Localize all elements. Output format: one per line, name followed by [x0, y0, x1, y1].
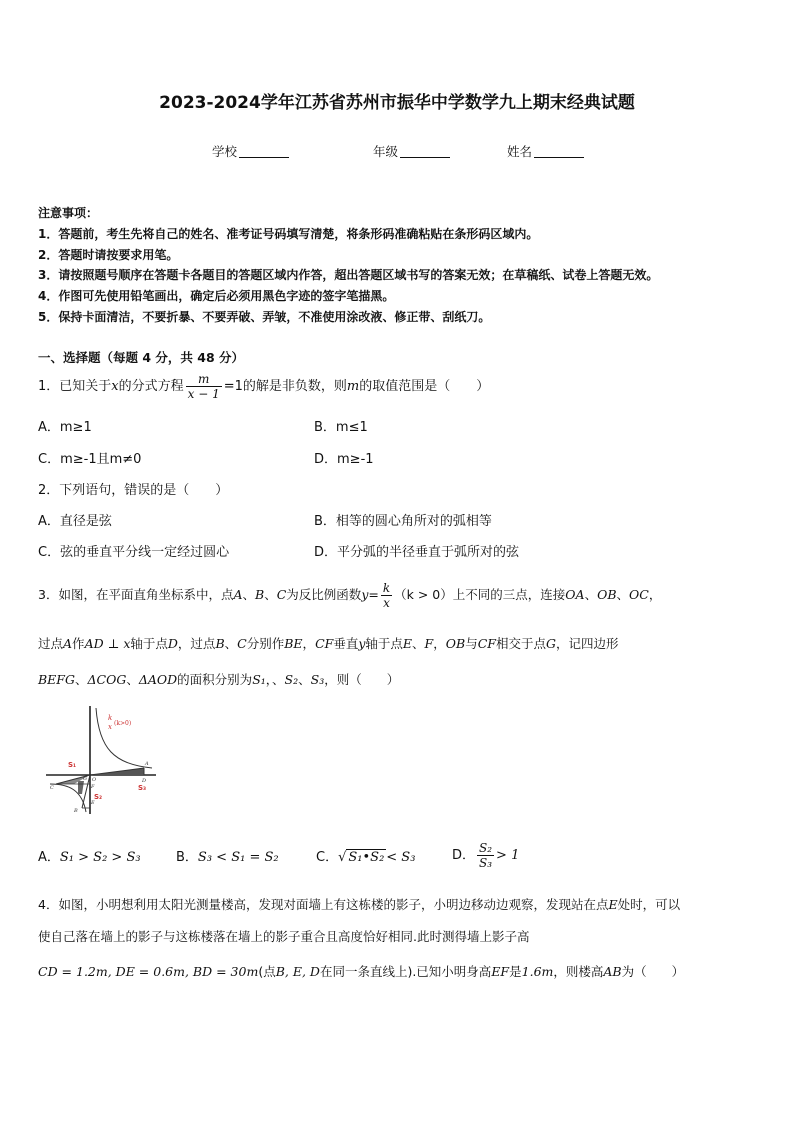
school-blank [239, 145, 289, 158]
fig-label-e: E [91, 800, 95, 806]
question-3-line-2: 过点A作AD ⊥ x轴于点D，过点B、C分别作BE，CF垂直y轴于点E、F，OB与CF相交于点G，记四边形 [38, 636, 619, 651]
q3-option-a: A．S₁ > S₂ > S₃ [38, 850, 141, 865]
fig-label-b: B [74, 808, 78, 814]
question-3-line-3: BEFG、ΔCOG、ΔAOD的面积分别为S₁，、S₂、S₃，则（ ） [38, 672, 400, 687]
q2-option-d: D．平分弧的半径垂直于弧所对的弦 [314, 545, 520, 560]
school-field [212, 142, 289, 160]
notice-item: 1．答题前，考生先将自己的姓名、准考证号码填写清楚，将条形码准确粘贴在条形码区域内。 [38, 227, 539, 241]
fig-label-o: O [92, 777, 97, 783]
grade-field [373, 142, 450, 160]
grade-blank [400, 145, 450, 158]
fig-label-s3: S₃ [138, 784, 147, 792]
name-label: 姓名 [507, 144, 533, 159]
fraction: $\frac{m}{x - 1}$ [187, 372, 220, 401]
question-4-line-2: 使自己落在墙上的影子与这栋楼落在墙上的影子重合且高度恰好相同.此时测得墙上影子高 [38, 929, 530, 944]
quad-befg [78, 781, 84, 794]
q2-option-c: C．弦的垂直平分线一定经过圆心 [38, 545, 230, 560]
q1-option-a: A．m≥1 [38, 420, 92, 435]
page-title: 2023-2024学年江苏省苏州市振华中学数学九上期末经典试题 [159, 93, 635, 113]
q1-option-b: B．m≤1 [314, 420, 368, 435]
q3-option-c: C．√ S₁•S₂ < S₃ [316, 850, 416, 865]
fig-label-k: k [108, 714, 113, 722]
q2-option-b: B．相等的圆心角所对的弧相等 [314, 514, 492, 529]
notice-item: 2．答题时请按要求用笔。 [38, 248, 179, 262]
q2-option-a: A．直径是弦 [38, 514, 112, 529]
fraction: $\frac{k}{x}$ [382, 581, 391, 610]
name-field [507, 142, 584, 160]
fig-label-d: D [142, 778, 147, 784]
fig-label-x: x [108, 723, 112, 731]
notice-heading: 注意事项： [38, 206, 99, 220]
fig-label-condition: (k>0) [114, 720, 132, 727]
fig-label-s2: S₂ [94, 793, 103, 801]
q3-figure [44, 704, 160, 816]
fig-label-c: C [50, 785, 54, 791]
fig-label-s1: S₁ [68, 761, 77, 769]
notice-item: 3．请按照题号顺序在答题卡各题目的答题区域内作答，超出答题区域书写的答案无效；在草稿纸、试卷上答题无效。 [38, 268, 659, 282]
section-heading: 一、选择题（每题 4 分，共 48 分） [38, 350, 245, 365]
q1-option-c: C．m≥-1且m≠0 [38, 452, 142, 467]
hyperbola-branch-1 [96, 708, 152, 768]
grade-label: 年级 [373, 144, 399, 159]
fig-label-f: F [91, 784, 95, 790]
question-4-line-3: CD = 1.2m, DE = 0.6m, BD = 30m(点B, E, D在同一条直线上).已知小明身高EF是1.6m，则楼高AB为（ ） [38, 964, 685, 979]
notice-item: 4．作图可先使用铅笔画出，确定后必须用黑色字迹的签字笔描黑。 [38, 289, 395, 303]
question-2-stem: 2．下列语句，错误的是（ ） [38, 483, 229, 498]
fig-label-g: G [83, 776, 87, 782]
q3-option-b: B．S₃ < S₁ = S₂ [176, 850, 279, 865]
question-3-line-1: 3．如图，在平面直角坐标系中，点A、B、C为反比例函数y= $\frac{k}{x}$ （k > 0）上不同的三点，连接OA、OB、OC， [38, 581, 662, 610]
q1-option-d: D．m≥-1 [314, 452, 374, 467]
notice-item: 5．保持卡面清洁，不要折暴、不要弄破、弄皱，不准使用涂改液、修正带、刮纸刀。 [38, 310, 491, 324]
question-4-line-1: 4．如图，小明想利用太阳光测量楼高，发现对面墙上有这栋楼的影子，小明边移动边观察，发现站在点E处时，可以 [38, 897, 681, 912]
question-1-stem: 1．已知关于x的分式方程 $\frac{m}{x - 1}$ =1的解是非负数，则m的取值范围是（ ） [38, 372, 490, 401]
name-blank [534, 145, 584, 158]
fraction: $\frac{\text{S₂}}{\text{S₃}}$ [479, 841, 493, 870]
q3-option-d: D． $\frac{\text{S₂}}{\text{S₃}}$ > 1 [452, 841, 520, 870]
fig-label-a: A [145, 761, 149, 767]
school-label: 学校 [212, 144, 238, 159]
